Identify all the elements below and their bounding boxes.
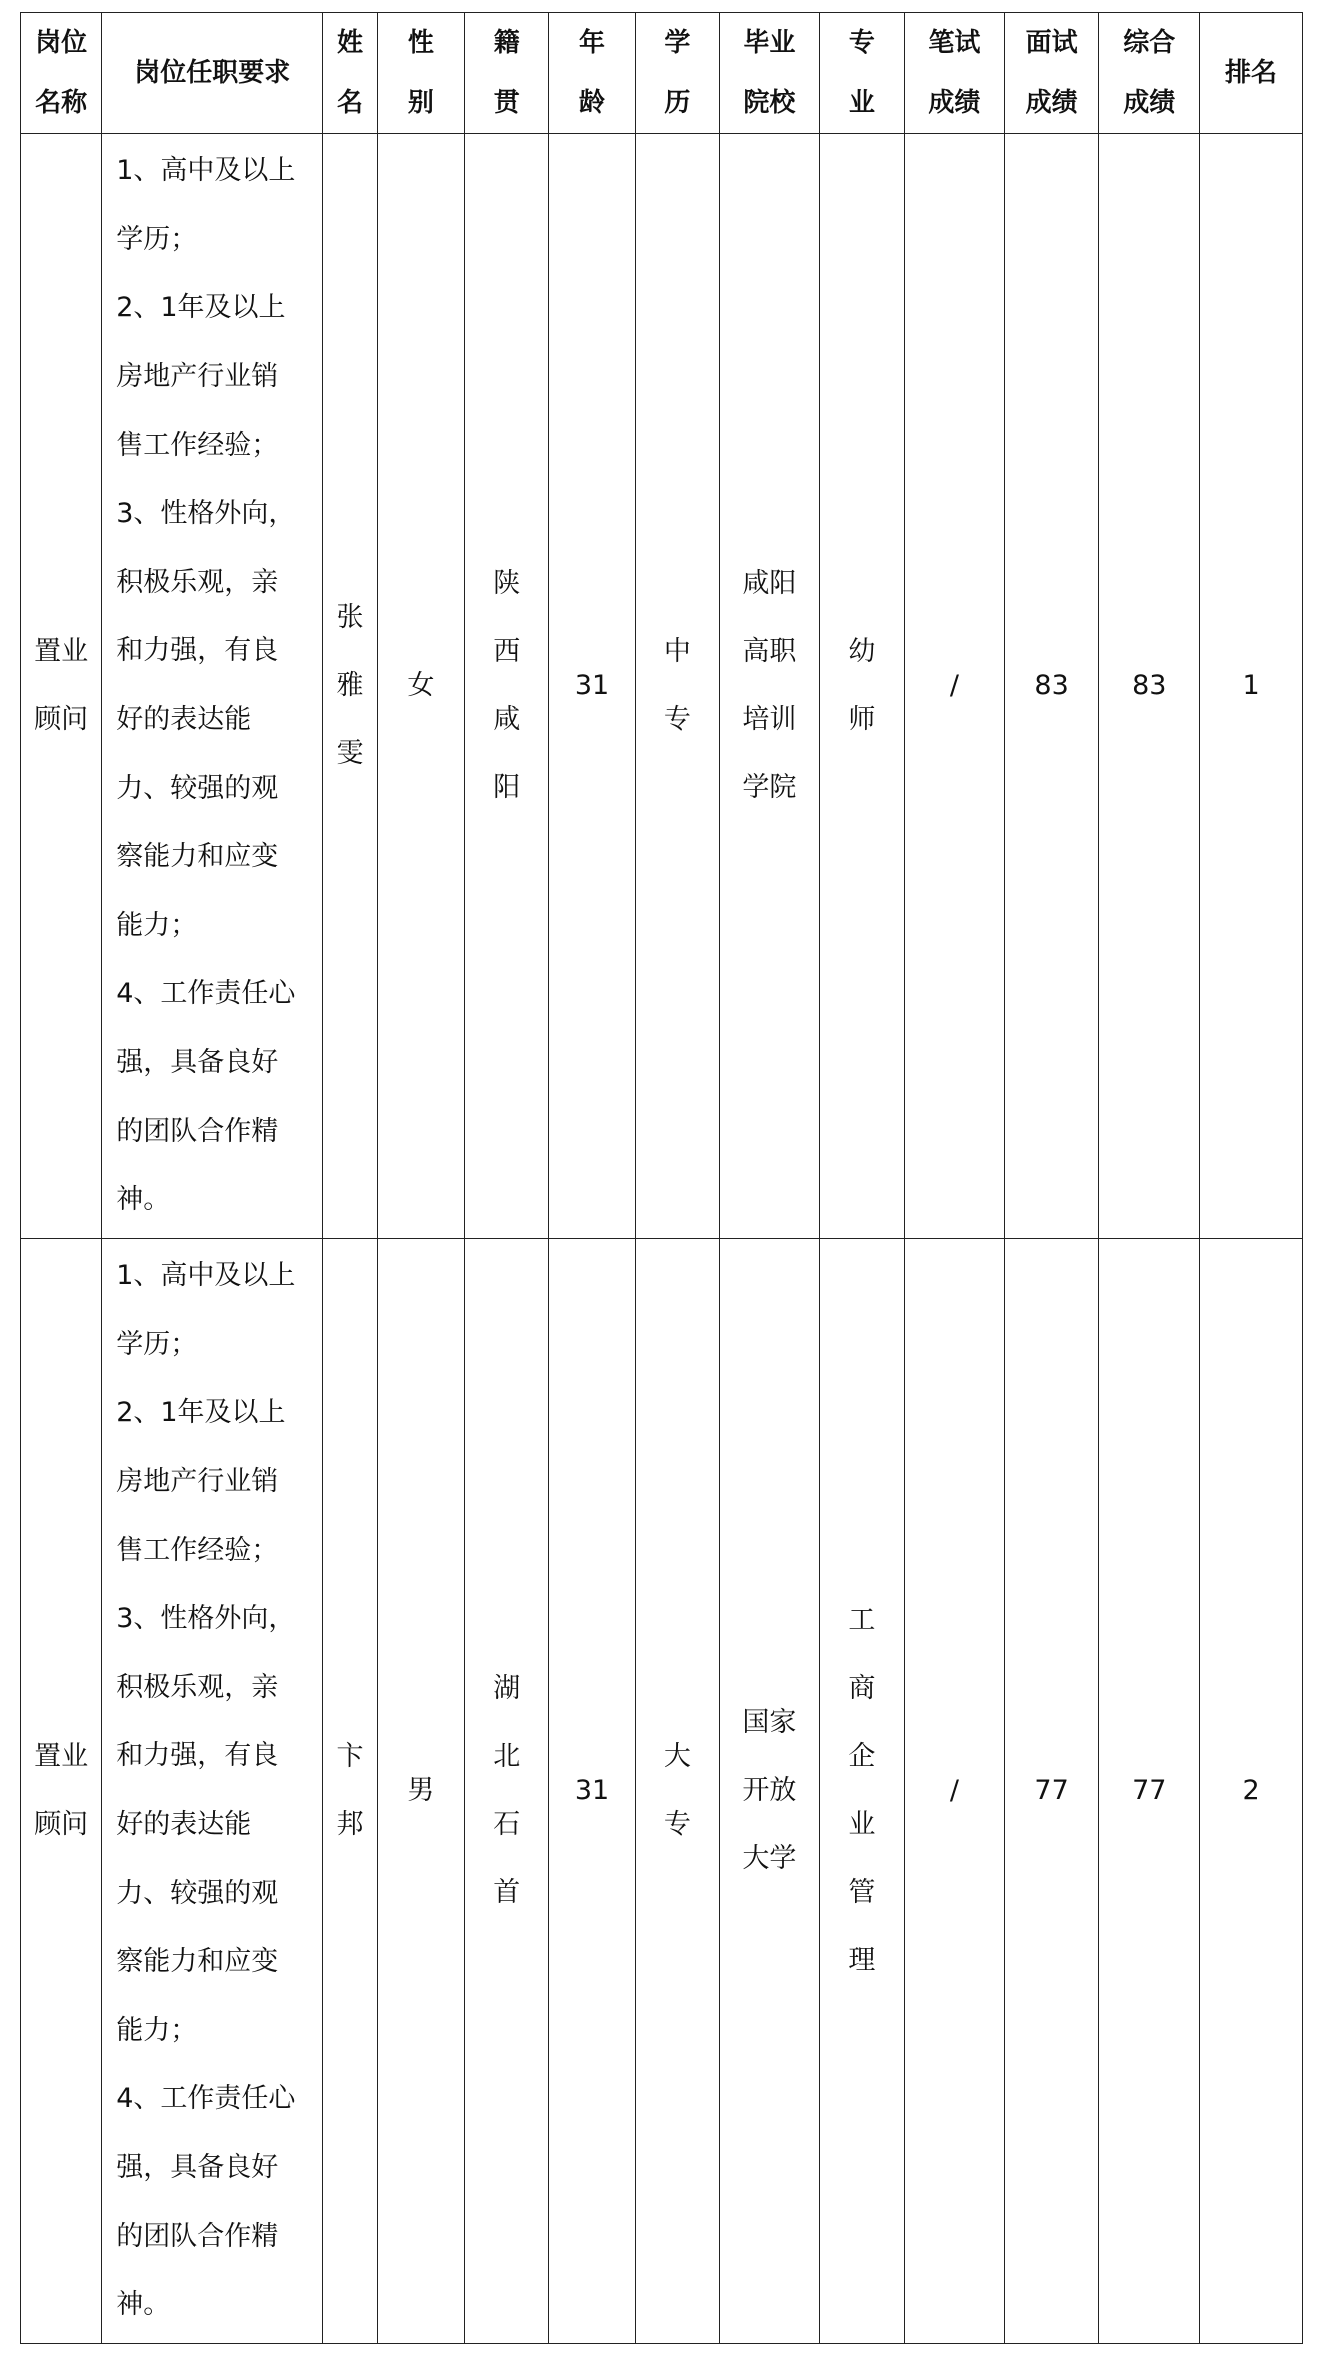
cell-education	[635, 134, 719, 1239]
header-post	[21, 13, 102, 134]
cell-post	[21, 134, 102, 1239]
cell-school	[720, 134, 820, 1239]
age-text: 31	[574, 670, 610, 701]
header-rank	[1200, 13, 1303, 134]
header-name-label: 姓 名	[336, 28, 363, 118]
header-education-label: 学 历	[664, 28, 691, 118]
header-native-place	[465, 13, 549, 134]
cell-interview-score	[1004, 1239, 1099, 2344]
major-text: 工 商 企 业 管 理	[848, 1605, 876, 1976]
header-education	[635, 13, 719, 134]
cell-written-score	[905, 1239, 1005, 2344]
total-score-text: 77	[1132, 1775, 1167, 1806]
table-row	[21, 134, 1303, 1239]
header-written-score-label: 笔试 成绩	[928, 28, 981, 118]
cell-requirements	[102, 134, 323, 1239]
header-school	[720, 13, 820, 134]
results-table	[20, 12, 1303, 2344]
cell-name	[323, 134, 377, 1239]
header-total-score-label: 综合 成绩	[1123, 28, 1176, 118]
post-text: 置业 顾问	[34, 1741, 89, 1840]
cell-interview-score	[1004, 134, 1099, 1239]
header-rank-label: 排名	[1225, 58, 1278, 88]
header-name	[323, 13, 377, 134]
cell-gender	[377, 1239, 464, 2344]
header-age	[549, 13, 635, 134]
header-major	[819, 13, 904, 134]
rank-text: 1	[1242, 670, 1260, 701]
cell-total-score	[1099, 134, 1200, 1239]
rank-text: 2	[1242, 1775, 1260, 1806]
school-text: 咸阳 高职 培训 学院	[742, 568, 797, 803]
header-row	[21, 13, 1303, 134]
requirements-text: 1、高中及以上 学历； 2、1年及以上 房地产行业销 售工作经验； 3、性格外向， 积极乐观，亲 和力强，有良 好的表达能 力、较强的观 察能力和应变 能力； 4、工作责任心 强，具备良好 的团队合作精 神。	[116, 1260, 296, 2321]
cell-rank	[1200, 1239, 1303, 2344]
cell-age	[549, 1239, 635, 2344]
native-place-text: 湖 北 石 首	[493, 1673, 521, 1908]
cell-age	[549, 134, 635, 1239]
header-requirements-label: 岗位任职要求	[134, 58, 291, 88]
total-score-text: 83	[1132, 670, 1167, 701]
cell-written-score	[905, 134, 1005, 1239]
header-interview-score	[1004, 13, 1099, 134]
header-gender-label: 性 别	[407, 28, 434, 118]
gender-text: 女	[407, 670, 435, 701]
header-interview-score-label: 面试 成绩	[1025, 28, 1078, 118]
cell-education	[635, 1239, 719, 2344]
name-text: 卞 邦	[336, 1741, 364, 1840]
major-text: 幼 师	[848, 636, 876, 735]
cell-native-place	[465, 1239, 549, 2344]
requirements-text: 1、高中及以上 学历； 2、1年及以上 房地产行业销 售工作经验； 3、性格外向， 积极乐观，亲 和力强，有良 好的表达能 力、较强的观 察能力和应变 能力； 4、工作责任心 强，具备良好 的团队合作精 神。	[116, 155, 296, 1216]
written-score-text: /	[949, 1775, 959, 1806]
interview-score-text: 77	[1034, 1775, 1069, 1806]
name-text: 张 雅 雯	[336, 602, 364, 769]
post-text: 置业 顾问	[34, 636, 89, 735]
cell-gender	[377, 134, 464, 1239]
education-text: 中 专	[663, 636, 691, 735]
header-written-score	[905, 13, 1005, 134]
cell-school	[720, 1239, 820, 2344]
gender-text: 男	[407, 1775, 435, 1806]
cell-rank	[1200, 134, 1303, 1239]
table-row	[21, 1239, 1303, 2344]
cell-name	[323, 1239, 377, 2344]
education-text: 大 专	[663, 1741, 691, 1840]
header-total-score	[1099, 13, 1200, 134]
cell-major	[819, 134, 904, 1239]
header-age-label: 年 龄	[579, 28, 606, 118]
cell-major	[819, 1239, 904, 2344]
school-text: 国家 开放 大学	[742, 1707, 797, 1874]
interview-score-text: 83	[1034, 670, 1069, 701]
native-place-text: 陕 西 咸 阳	[493, 568, 521, 803]
header-major-label: 专 业	[848, 28, 875, 118]
header-post-label: 岗位 名称	[35, 28, 88, 118]
header-gender	[377, 13, 464, 134]
cell-post	[21, 1239, 102, 2344]
header-school-label: 毕业 院校	[743, 28, 796, 118]
cell-requirements	[102, 1239, 323, 2344]
written-score-text: /	[949, 670, 959, 701]
cell-native-place	[465, 134, 549, 1239]
cell-total-score	[1099, 1239, 1200, 2344]
header-native-place-label: 籍 贯	[493, 28, 520, 118]
age-text: 31	[574, 1775, 610, 1806]
header-requirements	[102, 13, 323, 134]
